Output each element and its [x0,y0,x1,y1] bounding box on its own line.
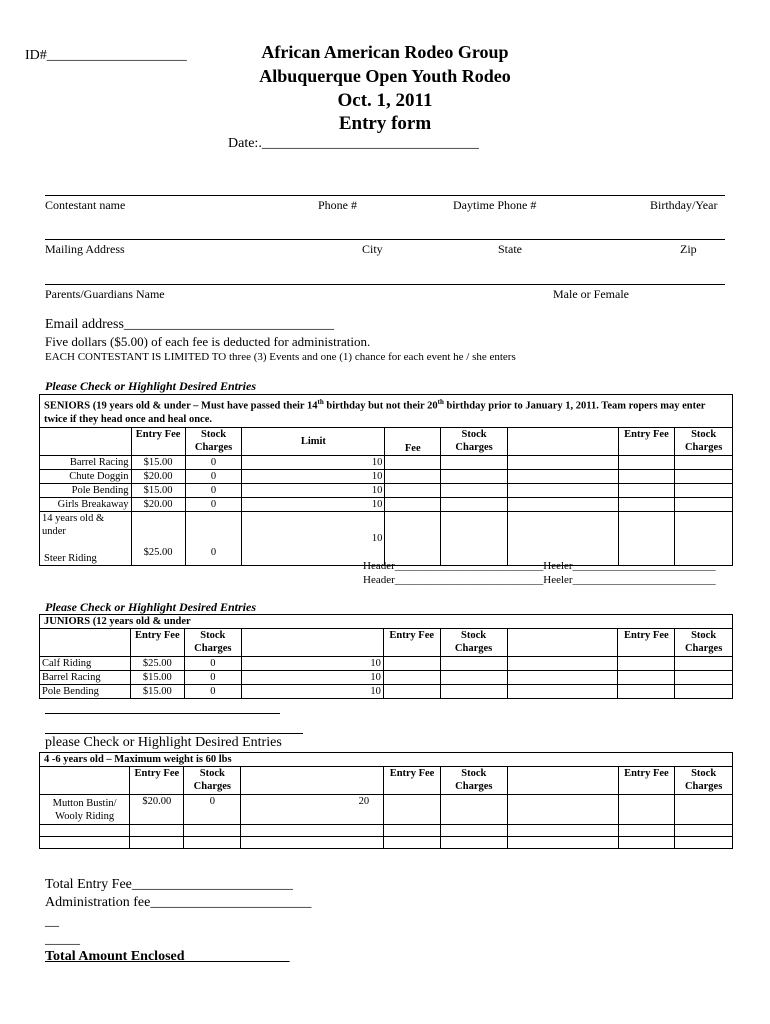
entry-fee-header: Entry Fee [384,767,441,795]
field-line [45,284,725,285]
blank-line: _____ [45,932,80,947]
parents-label: Parents/Guardians Name [45,287,165,301]
table-row[interactable] [40,497,733,511]
event-name: Chute Doggin [40,469,132,483]
mailing-address-label: Mailing Address [45,242,125,256]
event-name: Mutton Bustin/ Wooly Riding [40,795,130,825]
event-limit: 10 [242,511,385,565]
header-heeler-line[interactable]: Header___________________________Heeler__________________________ [363,560,716,572]
entry-fee-header: Entry Fee [130,629,184,657]
table-row[interactable] [40,455,733,469]
stock-charges-header: Stock Charges [675,427,733,455]
event-stock: 0 [185,455,242,469]
event-name: Calf Riding [40,657,131,671]
event-stock: 0 [184,685,241,699]
event-limit: 10 [241,657,383,671]
event-limit: 10 [242,469,385,483]
limit-note: EACH CONTESTANT IS LIMITED TO three (3) Events and one (1) chance for each event he / she enters [45,351,516,363]
table-row[interactable] [40,671,733,685]
event-limit: 20 [241,795,384,825]
event-limit: 10 [242,455,385,469]
seniors-table [39,394,733,566]
pee-wee-description: 4 -6 years old – Maximum weight is 60 lbs [40,753,733,767]
entry-fee-header: Entry Fee [618,767,675,795]
table-row[interactable] [40,825,733,837]
event-fee: $20.00 [131,497,185,511]
juniors-heading: Please Check or Highlight Desired Entries [45,600,257,614]
stock-charges-header: Stock Charges [184,767,241,795]
stock-charges-header: Stock Charges [440,629,507,657]
event-limit: 10 [242,483,385,497]
event-fee: $15.00 [130,671,184,685]
event-fee: $15.00 [130,685,184,699]
event-fee: $25.00 [130,657,184,671]
stock-charges-header: Stock Charges [185,427,242,455]
event-fee: $20.00 [131,469,185,483]
state-label: State [498,242,522,256]
blank-line [45,733,303,734]
contestant-name-label: Contestant name [45,198,126,212]
city-label: City [362,242,383,256]
event-fee: $15.00 [131,483,185,497]
event-limit: 10 [242,497,385,511]
event-name: Pole Bending [40,685,131,699]
event-stock: 0 [184,671,241,685]
blank-line: __ [45,914,59,929]
gender-label: Male or Female [553,287,629,301]
event-name: Pole Bending [40,483,132,497]
birthday-label: Birthday/Year [650,198,718,212]
stock-charges-header: Stock Charges [675,629,733,657]
event-name: Barrel Racing [40,455,132,469]
stock-charges-header: Stock Charges [440,767,507,795]
limit-header: Limit [242,427,385,455]
juniors-description: JUNIORS (12 years old & under [40,615,733,629]
event-fee: $15.00 [131,455,185,469]
seniors-heading: Please Check or Highlight Desired Entries [45,379,257,393]
event-stock: 0 [185,469,242,483]
form-title: Entry form [338,113,432,134]
event-title: Albuquerque Open Youth Rodeo [259,66,511,86]
event-stock: 0 [185,511,242,565]
stock-charges-header: Stock Charges [675,767,733,795]
event-name: Barrel Racing [40,671,131,685]
event-fee: $25.00 [131,511,185,565]
event-fee: $20.00 [130,795,184,825]
pee-wee-table [39,752,733,849]
entry-fee-header: Entry Fee [618,629,675,657]
date-field[interactable]: Date:._______________________________ [228,136,479,151]
table-row[interactable] [40,469,733,483]
entry-fee-header: Entry Fee [383,629,440,657]
admin-note: Five dollars ($5.00) of each fee is deducted for administration. [45,334,371,349]
fee-header: Fee [385,427,441,455]
seniors-description: SENIORS (19 years old & under – Must have passed their 14th birthday but not their 20th birthday prior to January 1, 2011. Team ropers may enter twice if they head once and heal once. [40,395,733,428]
table-row[interactable] [40,685,733,699]
total-entry-fee-field[interactable]: Total Entry Fee_______________________ [45,877,293,892]
table-row[interactable] [40,795,733,825]
header-heeler-line[interactable]: Header___________________________Heeler__________________________ [363,574,716,586]
id-field[interactable]: ID#____________________ [25,48,187,63]
table-row[interactable] [40,657,733,671]
blank-line [45,713,280,714]
org-title: African American Rodeo Group [261,42,509,62]
event-stock: 0 [184,795,241,825]
daytime-phone-label: Daytime Phone # [453,198,537,212]
stock-charges-header: Stock Charges [184,629,241,657]
entry-fee-header: Entry Fee [130,767,184,795]
event-limit: 10 [241,671,383,685]
entry-fee-header: Entry Fee [131,427,185,455]
table-row[interactable] [40,483,733,497]
steer-age-note: 14 years old & under [42,512,105,537]
event-stock: 0 [184,657,241,671]
table-row[interactable] [40,511,733,565]
event-name: Steer Riding [44,552,97,564]
total-amount-field[interactable]: Total Amount Enclosed_______________ [45,949,290,964]
field-line [45,195,725,196]
event-stock: 0 [185,483,242,497]
event-name: Girls Breakaway [40,497,132,511]
juniors-table [39,614,733,699]
entry-fee-header: Entry Fee [618,427,675,455]
administration-fee-field[interactable]: Administration fee_______________________ [45,895,312,910]
stock-charges-header: Stock Charges [441,427,508,455]
event-stock: 0 [185,497,242,511]
zip-label: Zip [680,242,697,256]
email-field[interactable]: Email address______________________________ [45,317,334,332]
event-date: Oct. 1, 2011 [337,90,433,111]
pee-wee-heading: please Check or Highlight Desired Entries [45,735,282,750]
field-line [45,239,725,240]
table-row[interactable] [40,837,733,849]
steer-event [40,511,132,565]
phone-label: Phone # [318,198,357,212]
event-limit: 10 [241,685,383,699]
